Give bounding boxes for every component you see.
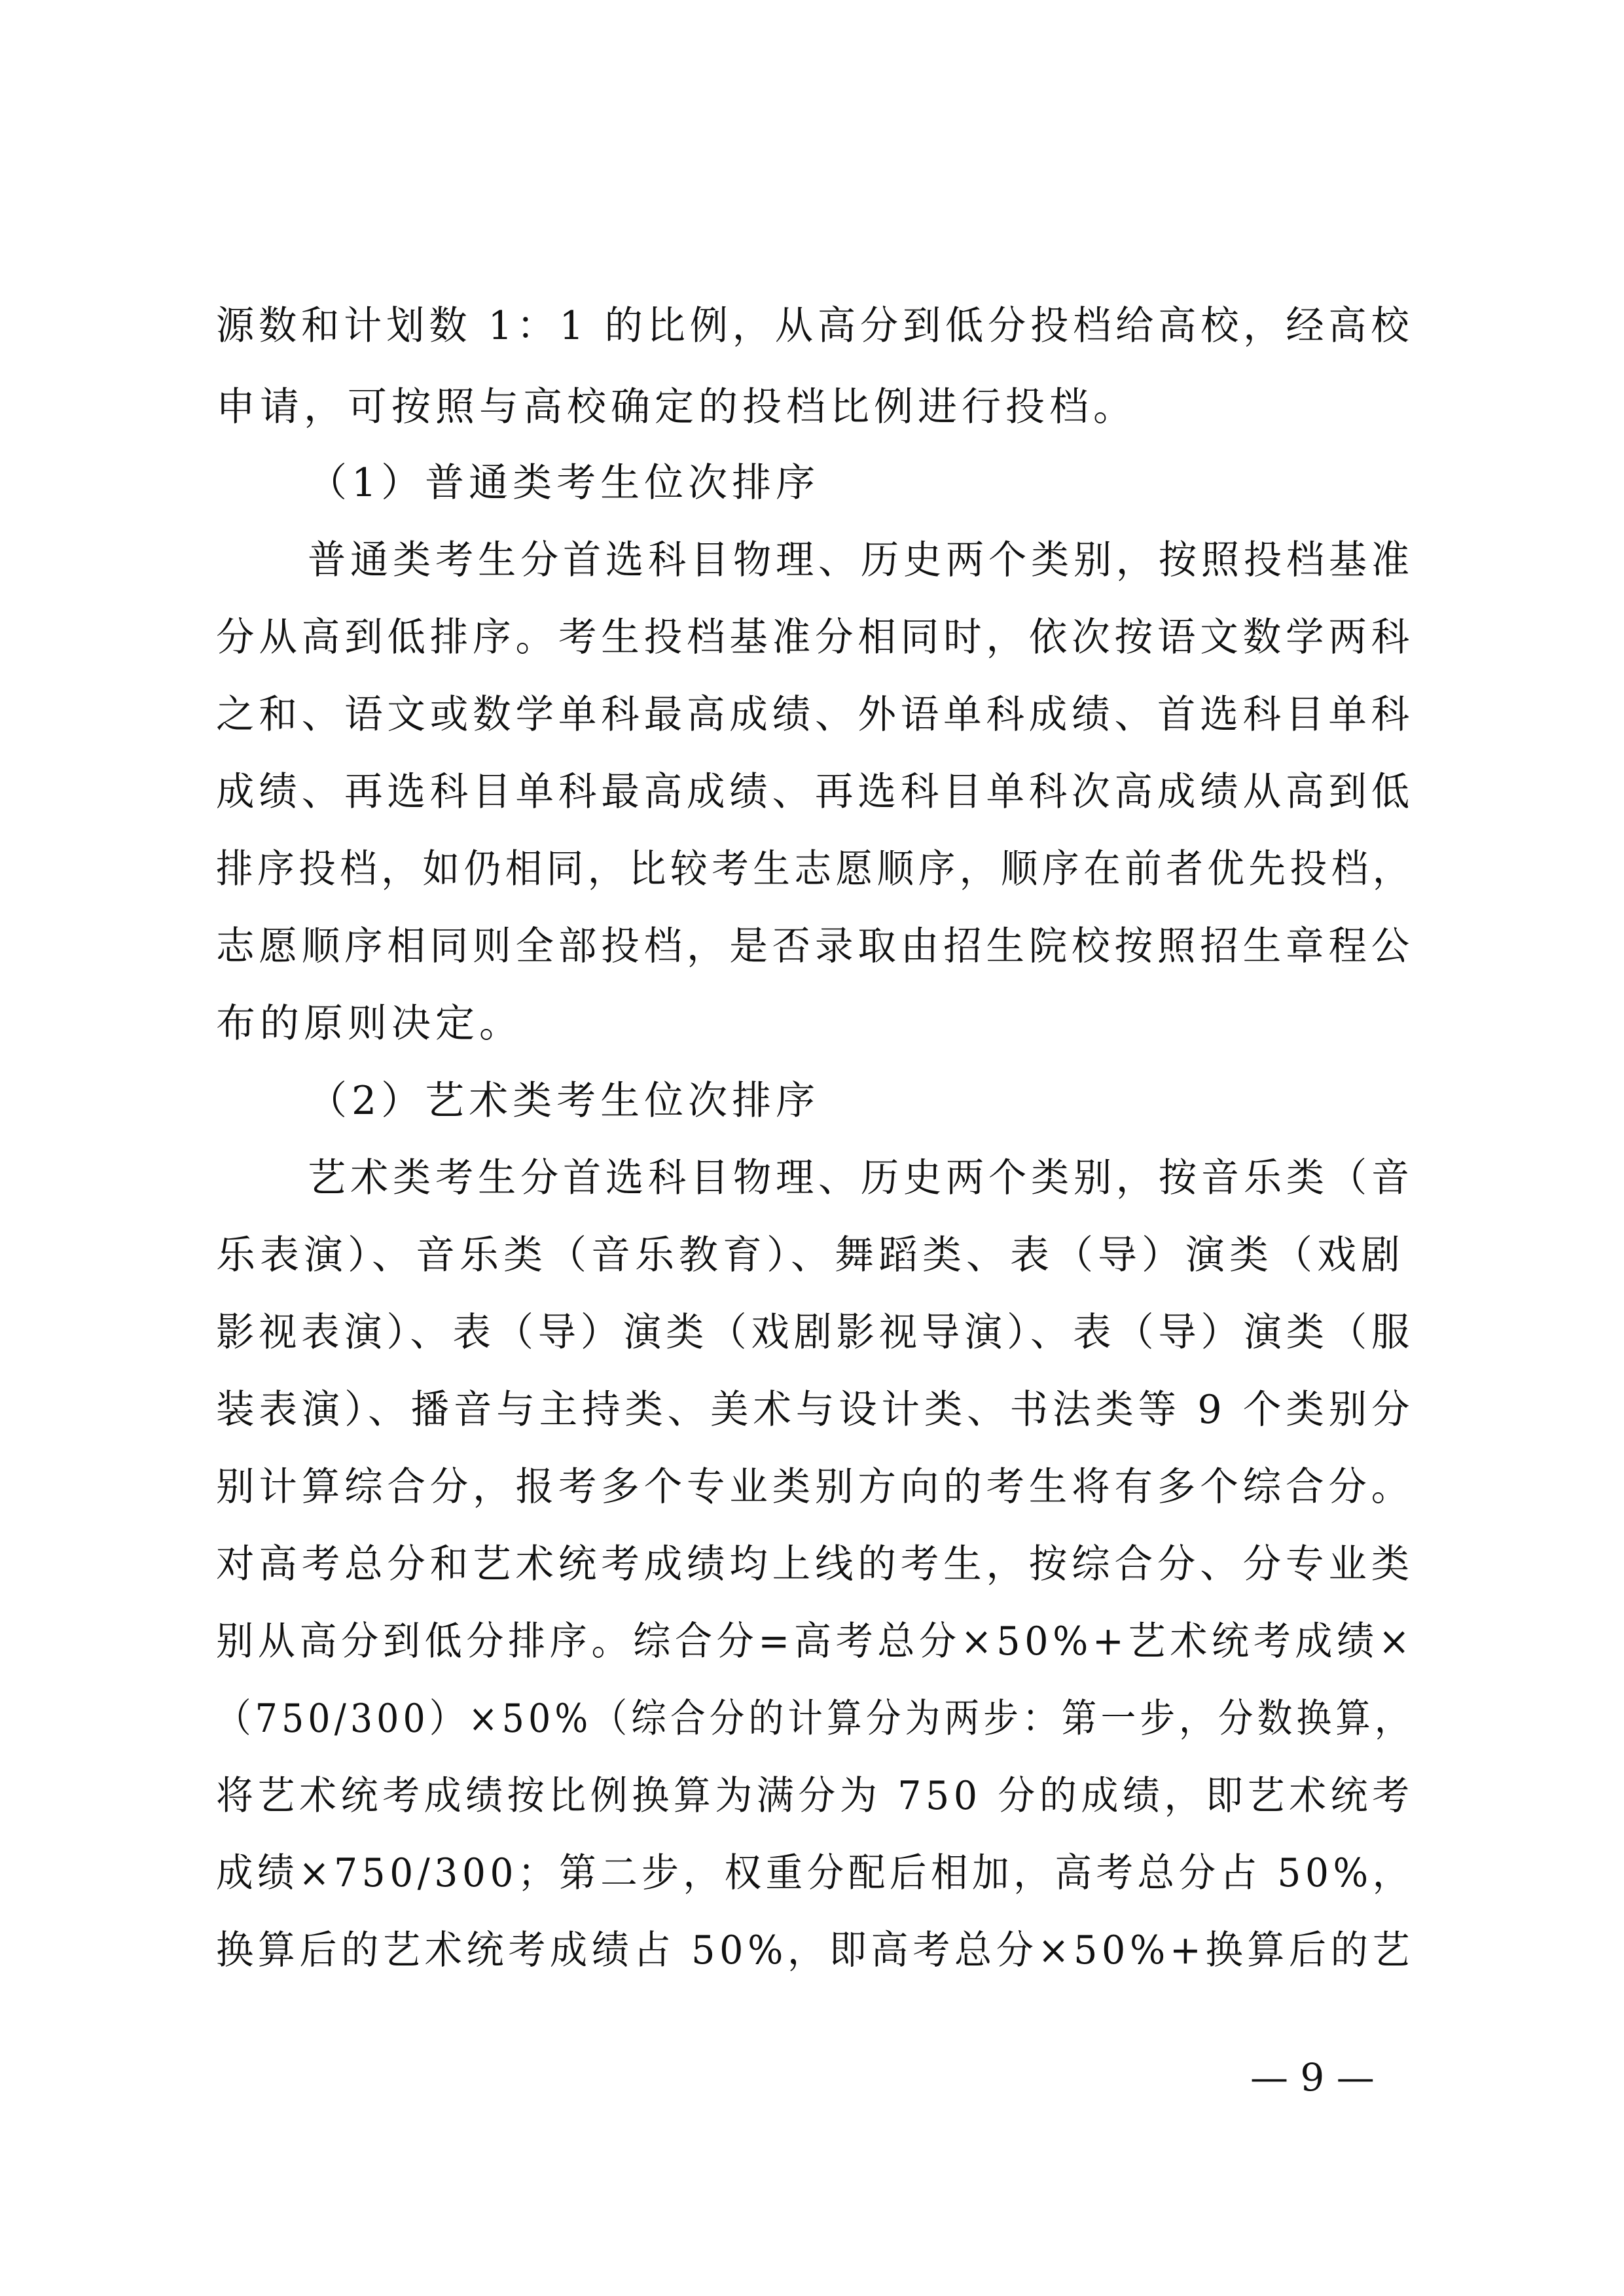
text-line-2: 申请，可按照与高校确定的投档比例进行投档。 (216, 384, 1137, 430)
text-line-7: 成绩、再选科目单科最高成绩、再选科目单科次高成绩从高到低 (216, 769, 1415, 815)
text-line-21: 成绩×750/300；第二步，权重分配后相加，高考总分占 50%， (216, 1850, 1414, 1896)
text-line-19: （750/300）×50%（综合分的计算分为两步：第一步，分数换算， (216, 1696, 1414, 1742)
text-line-20: 将艺术统考成绩按比例换算为满分为 750 分的成绩，即艺术统考 (216, 1773, 1414, 1819)
text-line-10: 布的原则决定。 (216, 1001, 523, 1047)
text-line-8: 排序投档，如仍相同，比较考生志愿顺序，顺序在前者优先投档， (216, 846, 1414, 892)
text-line-13: 乐表演）、音乐类（音乐教育）、舞蹈类、表（导）演类（戏剧 (216, 1232, 1405, 1278)
text-line-14: 影视表演）、表（导）演类（戏剧影视导演）、表（导）演类（服 (216, 1310, 1415, 1355)
text-line-1: 源数和计划数 1：1 的比例，从高分到低分投档给高校，经高校 (216, 303, 1414, 349)
text-line-17: 对高考总分和艺术统考成绩均上线的考生，按综合分、分专业类 (216, 1541, 1415, 1587)
page-number: — 9 — (1250, 2055, 1375, 2100)
section-heading-1: （1）普通类考生位次排序 (308, 460, 820, 506)
text-line-9: 志愿顺序相同则全部投档，是否录取由招生院校按照招生章程公 (216, 924, 1415, 969)
text-line-12: 艺术类考生分首选科目物理、历史两个类别，按音乐类（音 (308, 1155, 1414, 1201)
text-line-4: 普通类考生分首选科目物理、历史两个类别，按照投档基准 (308, 537, 1414, 583)
section-heading-2: （2）艺术类考生位次排序 (308, 1078, 820, 1124)
text-line-18: 别从高分到低分排序。综合分=高考总分×50%+艺术统考成绩× (216, 1619, 1415, 1664)
text-line-5: 分从高到低排序。考生投档基准分相同时，依次按语文数学两科 (216, 615, 1415, 660)
text-line-16: 别计算综合分，报考多个专业类别方向的考生将有多个综合分。 (216, 1464, 1415, 1510)
text-line-15: 装表演）、播音与主持类、美术与设计类、书法类等 9 个类别分 (216, 1387, 1415, 1433)
text-line-22: 换算后的艺术统考成绩占 50%，即高考总分×50%+换算后的艺 (216, 1928, 1415, 1973)
text-line-6: 之和、语文或数学单科最高成绩、外语单科成绩、首选科目单科 (216, 692, 1415, 738)
